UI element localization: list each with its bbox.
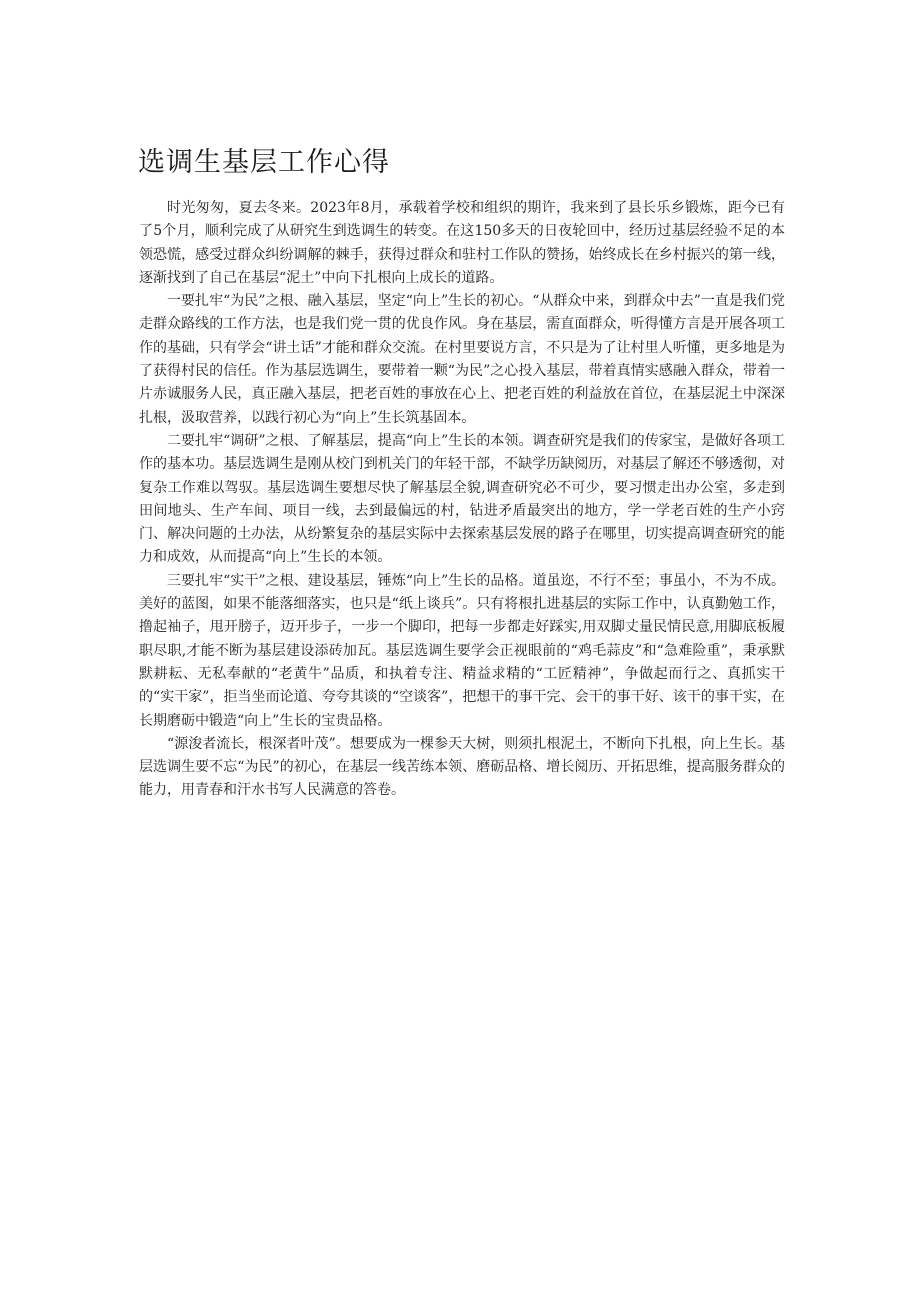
paragraph-intro: 时光匆匆，夏去冬来。2023年8月，承载着学校和组织的期许，我来到了县长乐乡锻炼，距今已有了5个月，顺利完成了从研究生到选调生的转变。在这150多天的日夜轮回中，经历过基层经验不足的本领恐慌，感受过群众纠纷调解的棘手，获得过群众和驻村工作队的赞扬，始终成长在乡村振兴的第一线，逐渐找到了自己在基层“泥土”中向下扎根向上成长的道路。 (139, 200, 785, 286)
document-title: 选调生基层工作心得 (138, 147, 390, 178)
paragraph-conclusion: “源浚者流长，根深者叶茂”。想要成为一棵参天大树，则须扎根泥土，不断向下扎根，向上生长。基层选调生要不忘“为民”的初心，在基层一线苦练本领、磨砺品格、增长阅历、开拓思维，提高服务群众的能力，用青春和汗水书写人民满意的答卷。 (139, 735, 785, 799)
document-body (139, 197, 785, 803)
paragraph-root-research: 二要扎牢“调研”之根、了解基层，提高“向上”生长的本领。调查研究是我们的传家宝，是做好各项工作的基本功。基层选调生是刚从校门到机关门的年轻干部，不缺学历缺阅历，对基层了解还不够透彻，对复杂工作难以驾驭。基层选调生要想尽快了解基层全貌,调查研究必不可少，要习惯走出办公室，多走到田间地头、生产车间、项目一线，去到最偏远的村，钻进矛盾最突出的地方，学一学老百姓的生产小窍门、解决问题的土办法，从纷繁复杂的基层实际中去探索基层发展的路子在哪里，切实提高调查研究的能力和成效，从而提高“向上”生长的本领。 (139, 432, 785, 566)
paragraph-root-hard-work: 三要扎牢“实干”之根、建设基层，锤炼“向上”生长的品格。道虽迩，不行不至；事虽小，不为不成。美好的蓝图，如果不能落细落实，也只是“纸上谈兵”。只有将根扎进基层的实际工作中，认真勤勉工作，撸起袖子，甩开膀子，迈开步子，一步一个脚印，把每一步都走好踩实,用双脚丈量民情民意,用脚底板履职尽职,才能不断为基层建设添砖加瓦。基层选调生要学会正视眼前的“鸡毛蒜皮”和“急难险重”，秉承默默耕耘、无私奉献的“老黄牛”品质，和执着专注、精益求精的“工匠精神”，争做起而行之、真抓实干的“实干家”，拒当坐而论道、夸夸其谈的“空谈客”，把想干的事干完、会干的事干好、该干的事干实，在长期磨砺中锻造“向上”生长的宝贵品格。 (139, 572, 785, 729)
paragraph-root-for-people: 一要扎牢“为民”之根、融入基层，坚定“向上”生长的初心。“从群众中来，到群众中去”一直是我们党走群众路线的工作方法，也是我们党一贯的优良作风。身在基层，需直面群众，听得懂方言是开展各项工作的基础，只有学会“讲土话”才能和群众交流。在村里要说方言，不只是为了让村里人听懂，更多地是为了获得村民的信任。作为基层选调生，要带着一颗“为民”之心投入基层，带着真情实感融入群众，带着一片赤诚服务人民，真正融入基层，把老百姓的事放在心上、把老百姓的利益放在首位，在基层泥土中深深扎根，汲取营养，以践行初心为“向上”生长筑基固本。 (139, 293, 785, 426)
